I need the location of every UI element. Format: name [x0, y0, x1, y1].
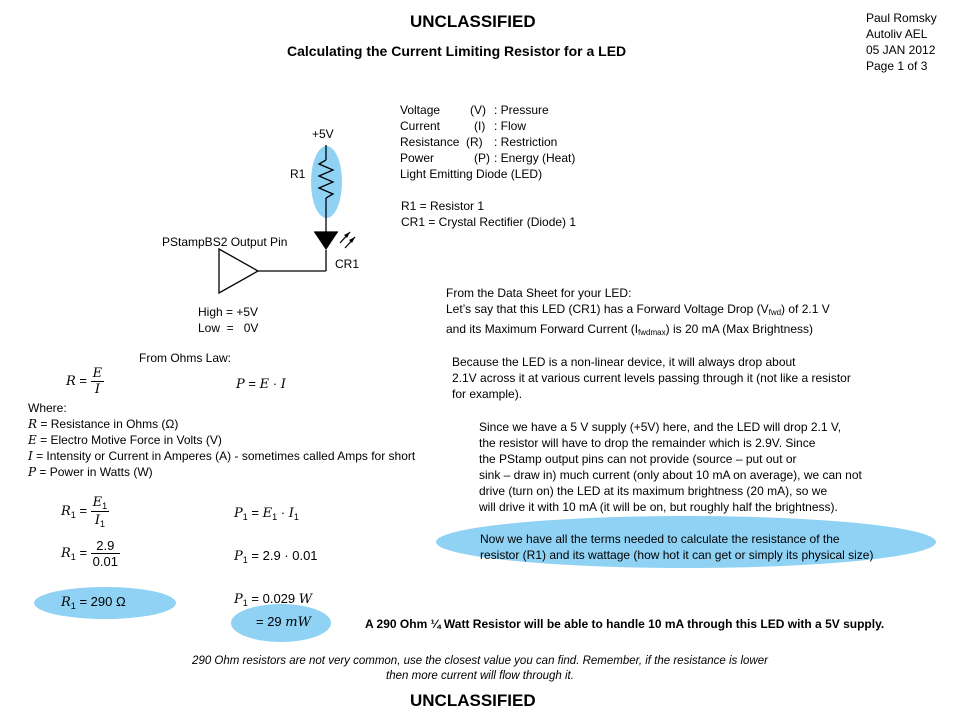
classification-bottom: UNCLASSIFIED	[410, 691, 536, 710]
low-label: Low = 0V	[198, 321, 259, 335]
forward-current-line: and its Maximum Forward Current $(I_{fwdmax})$ is 20 mA (Max Brightness)	[446, 322, 813, 337]
r1-label: R1	[290, 167, 306, 181]
supply-paragraph: Since we have a 5 V supply (+5V) here, and the LED will drop 2.1 V, the resistor will have to drop the remainder which is 2.9V. Since the PStamp output pins can not provide (source – put out or sink – draw in) much current (only about 10 mA on average), we can not drive (turn on) the LED at its maximum brightness (20 mA), so we will drive it with 10 mA (it will be on, but roughly half the brightness).	[479, 420, 862, 514]
symbol-definition: P = Power in Watts (W)	[28, 465, 153, 479]
classification-top: UNCLASSIFIED	[410, 12, 536, 31]
r1-result: $R_1 = 290$ Ω	[61, 594, 126, 611]
led-definition: Light Emitting Diode (LED)	[400, 167, 543, 181]
footer-note: 290 Ohm resistors are not very common, use the closest value you can find. Remember, if the resistance is lower then more current will flow through it.	[192, 655, 768, 682]
analogy-row: Power (P) : Energy (Heat)	[400, 151, 576, 165]
ohms-law-equation: R = $\frac{E}{I}$	[66, 366, 103, 397]
page-number: Page 1 of 3	[866, 59, 928, 73]
p1-result: $P_1 = 0.029$ W	[234, 591, 313, 608]
conclusion: A 290 Ohm ¼ Watt Resistor will be able to handle 10 mA through this LED with a 5V supply.	[365, 617, 885, 631]
supply-label: +5V	[312, 127, 334, 141]
analogy-table	[400, 102, 575, 182]
document-date: 05 JAN 2012	[866, 43, 936, 57]
p1-milliwatts: = 29 mW	[256, 614, 311, 630]
where-label: Where:	[28, 401, 67, 415]
datasheet-block	[446, 285, 830, 341]
diode-symbol	[314, 232, 338, 250]
symbol-definitions	[28, 416, 415, 480]
analogy-row: Current (I) : Flow	[400, 119, 527, 133]
r1-substitution: $R_1$ = $\frac{2.9}{0.01}$	[61, 538, 118, 569]
author: Paul Romsky	[866, 11, 937, 25]
power-equation: P = E · I	[236, 376, 286, 392]
forward-voltage-line: Let’s say that this LED (CR1) has a Forward Voltage Drop $(V_{fwd})$ of 2.1 V	[446, 302, 830, 317]
analogy-row: Voltage (V) : Pressure	[400, 103, 549, 117]
cr1-definition: CR1 = Crystal Rectifier (Diode) 1	[401, 215, 577, 229]
designator-definitions	[401, 198, 576, 230]
output-pin-label: PStampBS2 Output Pin	[162, 235, 288, 249]
r1-formula: $R_1$ = $\frac{E_1}{I_1}$	[61, 495, 108, 529]
symbol-definition: E = Electro Motive Force in Volts (V)	[28, 433, 222, 447]
high-label: High = +5V	[198, 305, 259, 319]
ohms-law-heading: From Ohms Law:	[139, 351, 232, 365]
terms-paragraph: Now we have all the terms needed to calculate the resistance of the resistor (R1) and its wattage (how hot it can get or simply its physical size)	[480, 532, 874, 562]
organization: Autoliv AEL	[866, 27, 928, 41]
symbol-definition: I = Intensity or Current in Amperes (A) - sometimes called Amps for short	[28, 449, 416, 463]
page-title: Calculating the Current Limiting Resistor for a LED	[287, 43, 627, 59]
p1-formula: $P_1 = E_1 \cdot I_1$	[234, 505, 299, 522]
r1-definition: R1 = Resistor 1	[401, 199, 485, 213]
symbol-definition: R = Resistance in Ohms (Ω)	[28, 417, 179, 431]
cr1-label: CR1	[335, 257, 360, 271]
p1-substitution: $P_1 = 2.9 \cdot 0.01$	[234, 548, 318, 565]
analogy-row: Resistance (R) : Restriction	[400, 135, 558, 149]
datasheet-heading: From the Data Sheet for your LED:	[446, 286, 632, 300]
nonlinear-paragraph: Because the LED is a non-linear device, it will always drop about 2.1V across it at various current levels passing through it (not like a resistor for example).	[452, 355, 851, 401]
